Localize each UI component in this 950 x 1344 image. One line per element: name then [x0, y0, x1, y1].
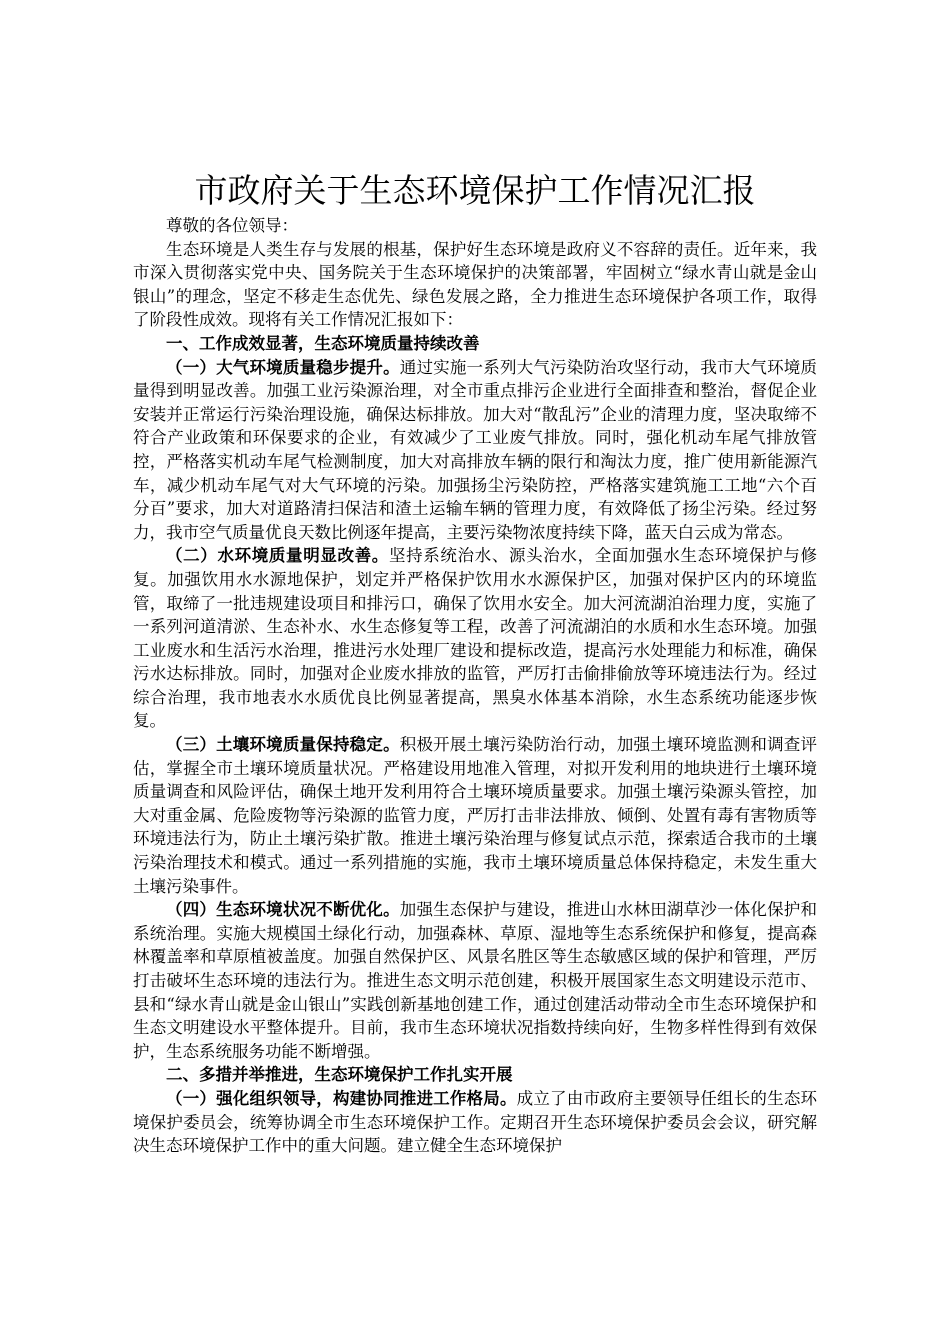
section-1-item-1-lead: （一）大气环境质量稳步提升。	[166, 357, 400, 377]
section-1-item-4-lead: （四）生态环境状况不断优化。	[166, 900, 400, 920]
section-2-item-1-body: 成立了由市政府主要领导任组长的生态环境保护委员会，统筹协调全市生态环境保护工作。定期召开生态环境保护委员会会议，研究解决生态环境保护工作中的重大问题。建立健全生态环境保护	[133, 1088, 818, 1156]
document-title: 市政府关于生态环境保护工作情况汇报	[194, 171, 756, 210]
salutation: 尊敬的各位领导：	[166, 216, 298, 235]
section-1-item-3	[133, 733, 817, 898]
section-2-heading: 二、多措并举推进，生态环境保护工作扎实开展	[166, 1065, 513, 1085]
section-2-item-1-lead: （一）强化组织领导，构建协同推进工作格局。	[166, 1088, 517, 1108]
section-1-item-1	[133, 356, 817, 545]
section-1-heading: 一、工作成效显著，生态环境质量持续改善	[166, 333, 480, 353]
section-1-item-2-body: 坚持系统治水、源头治水，全面加强水生态环境保护与修复。加强饮用水水源地保护，划定并严格保护饮用水水源保护区，加强对保护区内的环境监管，取缔了一批违规建设项目和排污口，确保了饮用水安全。加大河流湖泊治理力度，实施了一系列河道清淤、生态补水、水生态修复等工程，改善了河流湖泊的水质和水生态环境。加强工业废水和生活污水治理，推进污水处理厂建设和提标改造，提高污水处理能力和标准，确保污水达标排放。同时，加强对企业废水排放的监管，严厉打击偷排偷放等环境违法行为。经过综合治理，我市地表水水质优良比例显著提高，黑臭水体基本消除，水生态系统功能逐步恢复。	[133, 546, 818, 731]
intro-paragraph: 生态环境是人类生存与发展的根基，保护好生态环境是政府义不容辞的责任。近年来，我市深入贯彻落实党中央、国务院关于生态环境保护的决策部署，牢固树立“绿水青山就是金山银山”的理念，坚定不移走生态优先、绿色发展之路，全力推进生态环境保护各项工作，取得了阶段性成效。现将有关工作情况汇报如下：	[133, 239, 817, 330]
section-1-item-4	[133, 898, 817, 1063]
section-1-item-2	[133, 544, 817, 733]
section-1-item-4-body: 加强生态保护与建设，推进山水林田湖草沙一体化保护和系统治理。实施大规模国土绿化行动，加强森林、草原、湿地等生态系统保护和修复，提高森林覆盖率和草原植被盖度。加强自然保护区、风景名胜区等生态敏感区域的保护和管理，严厉打击破坏生态环境的违法行为。推进生态文明示范创建，积极开展国家生态文明建设示范市、县和“绿水青山就是金山银山”实践创新基地创建工作，通过创建活动带动全市生态环境保护和生态文明建设水平整体提升。目前，我市生态环境状况指数持续向好，生物多样性得到有效保护，生态系统服务功能不断增强。	[133, 900, 818, 1061]
section-1-item-2-lead: （二）水环境质量明显改善。	[166, 546, 389, 566]
section-2-item-1	[133, 1087, 817, 1158]
section-1-item-3-lead: （三）土壤环境质量保持稳定。	[166, 735, 400, 755]
section-1-item-1-body: 通过实施一系列大气污染防治攻坚行动，我市大气环境质量得到明显改善。加强工业污染源治理，对全市重点排污企业进行全面排查和整治，督促企业安装并正常运行污染治理设施，确保达标排放。加大对“散乱污”企业的清理力度，坚决取缔不符合产业政策和环保要求的企业，有效减少了工业废气排放。同时，强化机动车尾气排放管控，严格落实机动车尾气检测制度，加大对高排放车辆的限行和淘汰力度，推广使用新能源汽车，减少机动车尾气对大气环境的污染。加强扬尘污染防控，严格落实建筑施工工地“六个百分百”要求，加大对道路清扫保洁和渣土运输车辆的管理力度，有效降低了扬尘污染。经过努力，我市空气质量优良天数比例逐年提高，主要污染物浓度持续下降，蓝天白云成为常态。	[133, 357, 818, 542]
section-1-item-3-body: 积极开展土壤污染防治行动，加强土壤环境监测和调查评估，掌握全市土壤环境质量状况。严格建设用地准入管理，对拟开发利用的地块进行土壤环境质量调查和风险评估，确保土地开发利用符合土壤环境质量要求。加强土壤污染源头管控，加大对重金属、危险废物等污染源的监管力度，严厉打击非法排放、倾倒、处置有毒有害物质等环境违法行为，防止土壤污染扩散。推进土壤污染治理与修复试点示范，探索适合我市的土壤污染治理技术和模式。通过一系列措施的实施，我市土壤环境质量总体保持稳定，未发生重大土壤污染事件。	[133, 735, 818, 896]
document-page	[133, 168, 817, 1158]
